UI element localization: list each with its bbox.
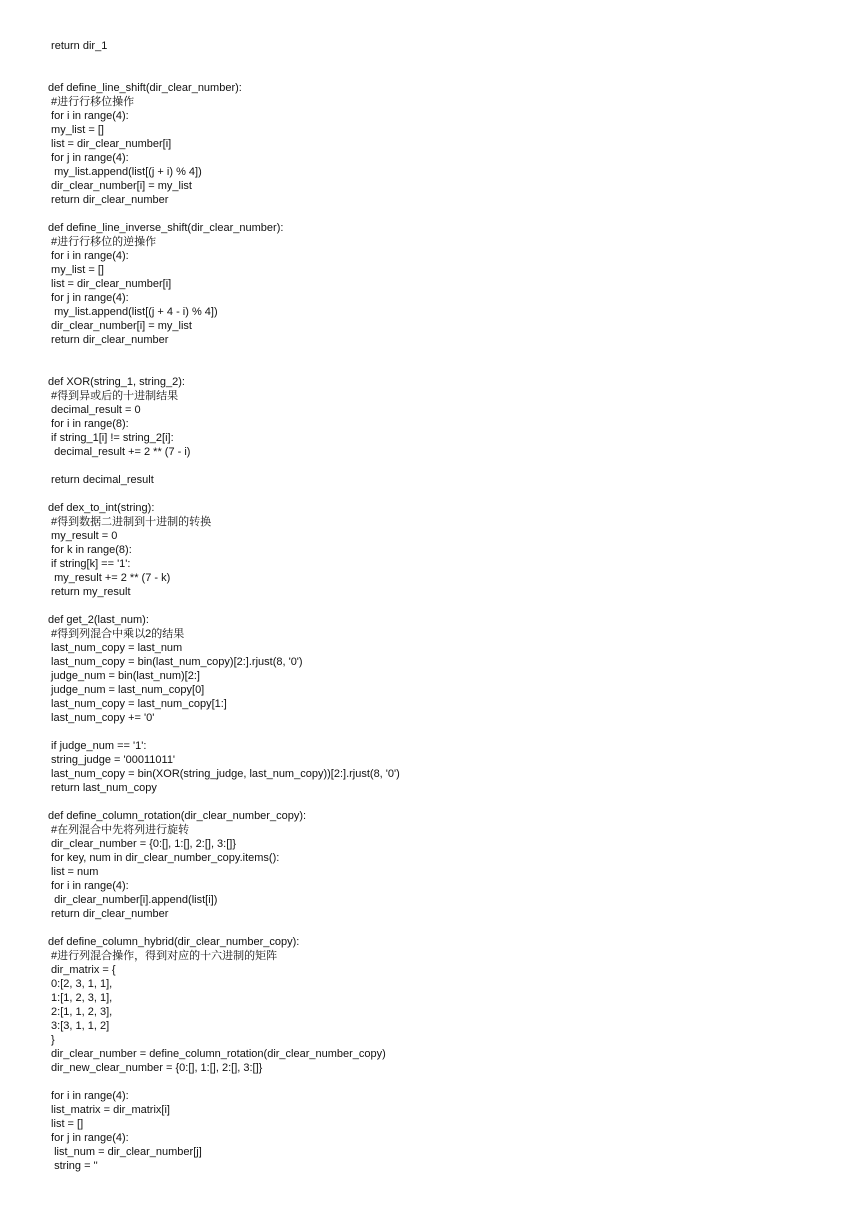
- code-line: 3:[3, 1, 1, 2]: [48, 1020, 110, 1032]
- code-line: if string_1[i] != string_2[i]:: [48, 432, 174, 444]
- code-line: return decimal_result: [48, 474, 154, 486]
- code-line: dir_clear_number[i] = my_list: [48, 320, 192, 332]
- code-line: return dir_clear_number: [48, 194, 169, 206]
- code-line: def define_line_inverse_shift(dir_clear_number):: [48, 222, 284, 234]
- code-line: string = '': [48, 1160, 98, 1172]
- code-line: for j in range(4):: [48, 152, 129, 164]
- code-line: return dir_clear_number: [48, 908, 169, 920]
- code-line: my_list = []: [48, 124, 104, 136]
- code-line: my_list = []: [48, 264, 104, 276]
- code-line: for k in range(8):: [48, 544, 132, 556]
- code-line: list = []: [48, 1118, 84, 1130]
- code-line: last_num_copy = bin(XOR(string_judge, last_num_copy))[2:].rjust(8, '0'): [48, 768, 400, 780]
- code-line: def get_2(last_num):: [48, 614, 149, 626]
- code-line: string_judge = '00011011': [48, 754, 176, 766]
- code-line: #进行行移位操作: [48, 96, 135, 108]
- code-line: dir_clear_number[i].append(list[i]): [48, 894, 218, 906]
- code-line: list_matrix = dir_matrix[i]: [48, 1104, 170, 1116]
- code-line: my_result = 0: [48, 530, 118, 542]
- code-line: judge_num = last_num_copy[0]: [48, 684, 205, 696]
- code-line: #得到列混合中乘以2的结果: [48, 628, 185, 640]
- code-line: list_num = dir_clear_number[j]: [48, 1146, 202, 1158]
- code-line: dir_new_clear_number = {0:[], 1:[], 2:[], 3:[]}: [48, 1062, 263, 1074]
- code-line: list = num: [48, 866, 99, 878]
- code-line: 1:[1, 2, 3, 1],: [48, 992, 113, 1004]
- code-line: def define_line_shift(dir_clear_number):: [48, 82, 242, 94]
- code-line: return dir_clear_number: [48, 334, 169, 346]
- code-line: #在列混合中先将列进行旋转: [48, 824, 190, 836]
- code-line: #进行行移位的逆操作: [48, 236, 157, 248]
- code-line: last_num_copy += '0': [48, 712, 155, 724]
- code-line: dir_matrix = {: [48, 964, 116, 976]
- code-line: last_num_copy = last_num_copy[1:]: [48, 698, 227, 710]
- code-line: dir_clear_number = define_column_rotation(dir_clear_number_copy): [48, 1048, 386, 1060]
- code-line: for i in range(4):: [48, 1090, 129, 1102]
- code-line: if judge_num == '1':: [48, 740, 147, 752]
- code-line: for i in range(4):: [48, 880, 129, 892]
- code-line: return my_result: [48, 586, 131, 598]
- code-line: 0:[2, 3, 1, 1],: [48, 978, 113, 990]
- code-line: for i in range(4):: [48, 250, 129, 262]
- code-line: for j in range(4):: [48, 292, 129, 304]
- code-line: for j in range(4):: [48, 1132, 129, 1144]
- code-line: last_num_copy = last_num: [48, 642, 183, 654]
- code-line: my_list.append(list[(j + i) % 4]): [48, 166, 202, 178]
- code-line: def define_column_rotation(dir_clear_number_copy):: [48, 810, 307, 822]
- code-line: return last_num_copy: [48, 782, 157, 794]
- code-line: dir_clear_number[i] = my_list: [48, 180, 192, 192]
- code-line: list = dir_clear_number[i]: [48, 278, 172, 290]
- code-line: def dex_to_int(string):: [48, 502, 155, 514]
- code-line: #得到异或后的十进制结果: [48, 390, 179, 402]
- code-line: decimal_result = 0: [48, 404, 141, 416]
- code-line: decimal_result += 2 ** (7 - i): [48, 446, 191, 458]
- code-line: }: [48, 1034, 55, 1046]
- code-line: def XOR(string_1, string_2):: [48, 376, 185, 388]
- code-line: for key, num in dir_clear_number_copy.items():: [48, 852, 280, 864]
- code-line: my_list.append(list[(j + 4 - i) % 4]): [48, 306, 218, 318]
- code-line: def define_column_hybrid(dir_clear_number_copy):: [48, 936, 300, 948]
- code-line: list = dir_clear_number[i]: [48, 138, 172, 150]
- code-line: 2:[1, 1, 2, 3],: [48, 1006, 113, 1018]
- code-line: #得到数据二进制到十进制的转换: [48, 516, 212, 528]
- code-line: #进行列混合操作，得到对应的十六进制的矩阵: [48, 950, 278, 962]
- code-line: if string[k] == '1':: [48, 558, 131, 570]
- code-line: for i in range(4):: [48, 110, 129, 122]
- code-line: for i in range(8):: [48, 418, 129, 430]
- code-line: last_num_copy = bin(last_num_copy)[2:].rjust(8, '0'): [48, 656, 303, 668]
- code-line: judge_num = bin(last_num)[2:]: [48, 670, 200, 682]
- code-line: my_result += 2 ** (7 - k): [48, 572, 171, 584]
- code-line: dir_clear_number = {0:[], 1:[], 2:[], 3:[]}: [48, 838, 237, 850]
- code-line: return dir_1: [48, 40, 108, 52]
